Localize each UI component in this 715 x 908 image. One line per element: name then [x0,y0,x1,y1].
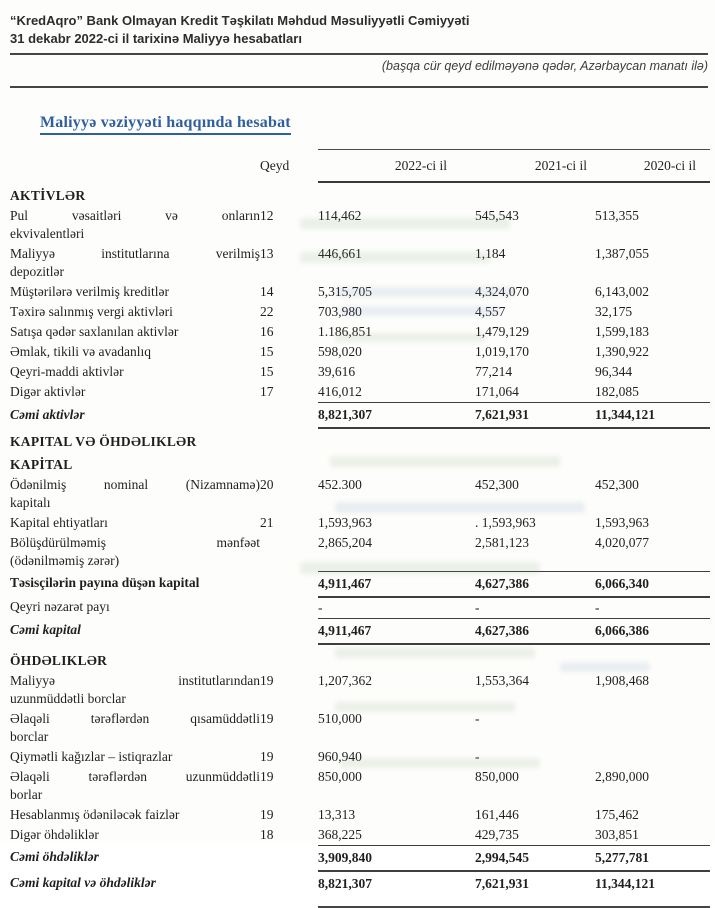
column-header-qeyd: Qeyd [260,157,290,173]
value-2020: 2,890,000 [595,768,649,784]
value-2022: 960,940 [318,748,362,764]
note-ref: 14 [260,284,274,299]
value-2021: 4,627,386 [475,571,595,597]
table-row [10,571,710,597]
value-2022: 850,000 [318,768,362,784]
value-2022: 452.300 [318,477,362,492]
horizontal-rule [10,53,708,55]
table-body [10,182,710,896]
closing-rule [318,906,710,908]
note-ref: 21 [260,515,274,530]
value-2021: 1,479,129 [475,324,529,339]
value-2020: 96,344 [595,364,633,379]
row-label: Cəmi kapital [10,622,81,637]
row-label: Təsisçilərin payına düşən kapital [10,575,200,590]
table-row [10,533,710,571]
note-ref [260,533,318,571]
value-2020: 1,908,468 [595,672,649,688]
value-2021: 1,553,364 [475,672,529,688]
row-label: Əlaqəli tərəflərdən qısamüddətli [10,710,260,726]
row-label: Ödənilmiş nominal (Nizamnamə) [10,477,260,492]
value-2021: 850,000 [475,768,519,784]
table-row [10,302,710,322]
table-row [10,671,710,709]
note-ref: 22 [260,304,274,319]
row-label: Satışa qədər saxlanılan aktivlər [10,324,179,339]
value-2022: 598,020 [318,344,362,359]
value-2022: 4,911,467 [318,571,475,597]
note-ref [260,403,318,429]
value-2021: 4,627,386 [475,618,595,644]
company-name: “KredAqro” Bank Olmayan Kredit Təşkilatı Məhdud Məsuliyyətli Cəmiyyəti [10,13,470,28]
value-2020: 513,355 [595,208,639,223]
row-label: Qeyri-maddi aktivlər [10,364,124,379]
value-2021: 7,621,931 [475,403,595,429]
value-2022: 8,821,307 [318,871,475,896]
value-2021: 429,735 [475,826,519,842]
row-label: Digər aktivlər [10,384,86,399]
row-label: Digər öhdəliklər [10,826,99,842]
value-2022: 1,207,362 [318,672,372,688]
table-row [10,805,710,825]
row-label: Bölüşdürülməmiş mənfəət [10,535,260,550]
row-label-line2: uzunmüddətli borclar [10,690,126,706]
note-ref: 13 [260,246,274,261]
note-ref [260,597,318,619]
document-header [10,8,715,48]
value-2021: 161,446 [475,806,519,822]
table-row [10,825,710,846]
value-2020: 175,462 [595,806,639,822]
table-header-row [10,150,710,183]
value-2022: 39,616 [318,364,356,379]
row-label: Qiymətli kağızlar – istiqrazlar [10,748,173,764]
value-2020: 182,085 [595,384,639,399]
report-date-line: 31 dekabr 2022-ci il tarixinə Maliyyə hesabatları [10,31,302,46]
value-2022: 368,225 [318,826,362,842]
note-ref: 15 [260,344,274,359]
note-ref: 16 [260,324,274,339]
value-2020: 6,066,386 [595,618,710,644]
horizontal-rule [10,86,708,88]
note-ref: 19 [260,710,274,726]
table-row [10,618,710,644]
table-row [10,767,710,805]
table-row [10,342,710,362]
row-label-line2: ekvivalentləri [10,226,85,241]
table-row [10,513,710,533]
value-2021: 7,621,931 [475,871,595,896]
value-2021: 452,300 [475,477,519,492]
row-label-line2: depozitlər [10,264,64,279]
note-ref: 18 [260,826,274,842]
value-2022: 114,462 [318,208,362,223]
row-label: Maliyyə institutlarına verilmiş [10,246,260,261]
value-2022: 3,909,840 [318,845,475,871]
value-2022: 1.186,851 [318,324,372,339]
column-header-2021: 2021-ci il [475,150,595,183]
row-label: Kapital ehtiyatları [10,515,108,530]
value-2021: 171,064 [475,384,519,399]
value-2020: 6,143,002 [595,284,649,299]
table-row [10,206,710,244]
column-header-2020: 2020-ci il [595,150,710,183]
table-row [10,244,710,282]
note-ref [260,845,318,871]
value-2022: - [318,599,323,615]
row-label: Müştərilərə verilmiş kreditlər [10,284,169,299]
section-label: AKTİVLƏR [10,188,86,203]
value-2021: 4,324,070 [475,284,529,299]
row-label-line2: kapitalı [10,495,51,510]
row-label-line2: borlar [10,786,43,802]
value-2021: 77,214 [475,364,513,379]
value-2021: 4,557 [475,304,506,319]
note-ref: 19 [260,672,274,688]
note-ref: 20 [260,477,274,492]
row-label: Pul vəsaitləri və onların [10,208,260,223]
value-2021: 2,581,123 [475,535,529,550]
row-label: Maliyyə institutlarından [10,672,260,688]
value-2021: 545,543 [475,208,519,223]
value-2021: 1,184 [475,246,506,261]
section-row [10,428,710,452]
value-2020: 11,344,121 [595,403,710,429]
value-2020: 1,390,922 [595,344,649,359]
value-2021: . 1,593,963 [475,515,536,530]
value-2021: 1,019,170 [475,344,529,359]
row-label: Cəmi aktivlər [10,406,85,422]
row-label: Əmlak, tikili və avadanlıq [10,344,151,359]
value-2022: 1,593,963 [318,515,372,530]
value-2020: 303,851 [595,826,639,842]
column-header-2022: 2022-ci il [318,150,475,183]
value-2020: 1,593,963 [595,515,649,530]
note-ref: 19 [260,748,274,764]
table-row [10,322,710,342]
value-2021: - [475,748,480,764]
row-label: Cəmi öhdəliklər [10,849,99,864]
value-2022: 510,000 [318,710,362,726]
table-row [10,362,710,382]
value-2021: - [475,599,480,615]
row-label: Qeyri nəzarət payı [10,598,110,614]
value-2020: 11,344,121 [595,871,710,896]
table-row [10,871,710,896]
section-row [10,644,710,671]
value-2020: 1,387,055 [595,246,649,261]
row-label: Əlaqəli tərəflərdən uzunmüddətli [10,768,260,784]
table-row [10,382,710,403]
section-row [10,452,710,475]
section-row [10,182,710,206]
row-label-line2: (ödənilməmiş zərər) [10,553,120,568]
value-2020: 6,066,340 [595,571,710,597]
table-row [10,282,710,302]
value-2022: 703,980 [318,304,362,319]
table-row [10,597,710,619]
note-ref: 19 [260,806,274,822]
value-2022: 8,821,307 [318,403,475,429]
statement-title: Maliyyə vəziyyəti haqqında hesabat [40,114,291,135]
value-2022: 4,911,467 [318,618,475,644]
value-2021: 2,994,545 [475,845,595,871]
label-column-spacer [10,150,260,183]
value-2020 [595,747,710,767]
note-ref: 15 [260,364,274,379]
value-2022: 416,012 [318,384,362,399]
note-ref: 12 [260,208,274,223]
row-label: Təxirə salınmış vergi aktivləri [10,304,173,319]
value-2021: - [475,710,480,726]
note-ref [260,871,318,896]
value-2020: 1,599,183 [595,324,649,339]
value-2022: 5,315,705 [318,284,372,299]
note-ref: 17 [260,384,274,399]
section-label: KAPITAL VƏ ÖHDƏLIKLƏR [10,434,197,449]
table-row [10,747,710,767]
row-label: Hesablanmış ödəniləcək faizlər [10,806,180,822]
row-label-line2: borclar [10,728,49,744]
table-row [10,403,710,429]
value-2022: 446,661 [318,246,362,261]
value-2022: 13,313 [318,806,356,822]
note-ref: 19 [260,768,274,784]
value-2022: 2,865,204 [318,535,372,550]
table-row [10,845,710,871]
note-ref [260,571,318,597]
table-row [10,475,710,513]
value-2020: 452,300 [595,477,639,492]
value-2020: 4,020,077 [595,535,649,550]
note-ref [260,618,318,644]
value-2020: 32,175 [595,304,633,319]
table-row [10,709,710,747]
value-2020: 5,277,781 [595,845,710,871]
row-label: Cəmi kapital və öhdəliklər [10,874,156,890]
value-2020 [595,709,710,747]
section-label: ÖHDƏLIKLƏR [10,652,108,668]
value-2020: - [595,599,600,615]
currency-note: (başqa cür qeyd edilməyənə qədər, Azərbaycan manatı ilə) [381,59,708,73]
financial-position-table [10,149,710,896]
section-label: KAPİTAL [10,457,73,472]
